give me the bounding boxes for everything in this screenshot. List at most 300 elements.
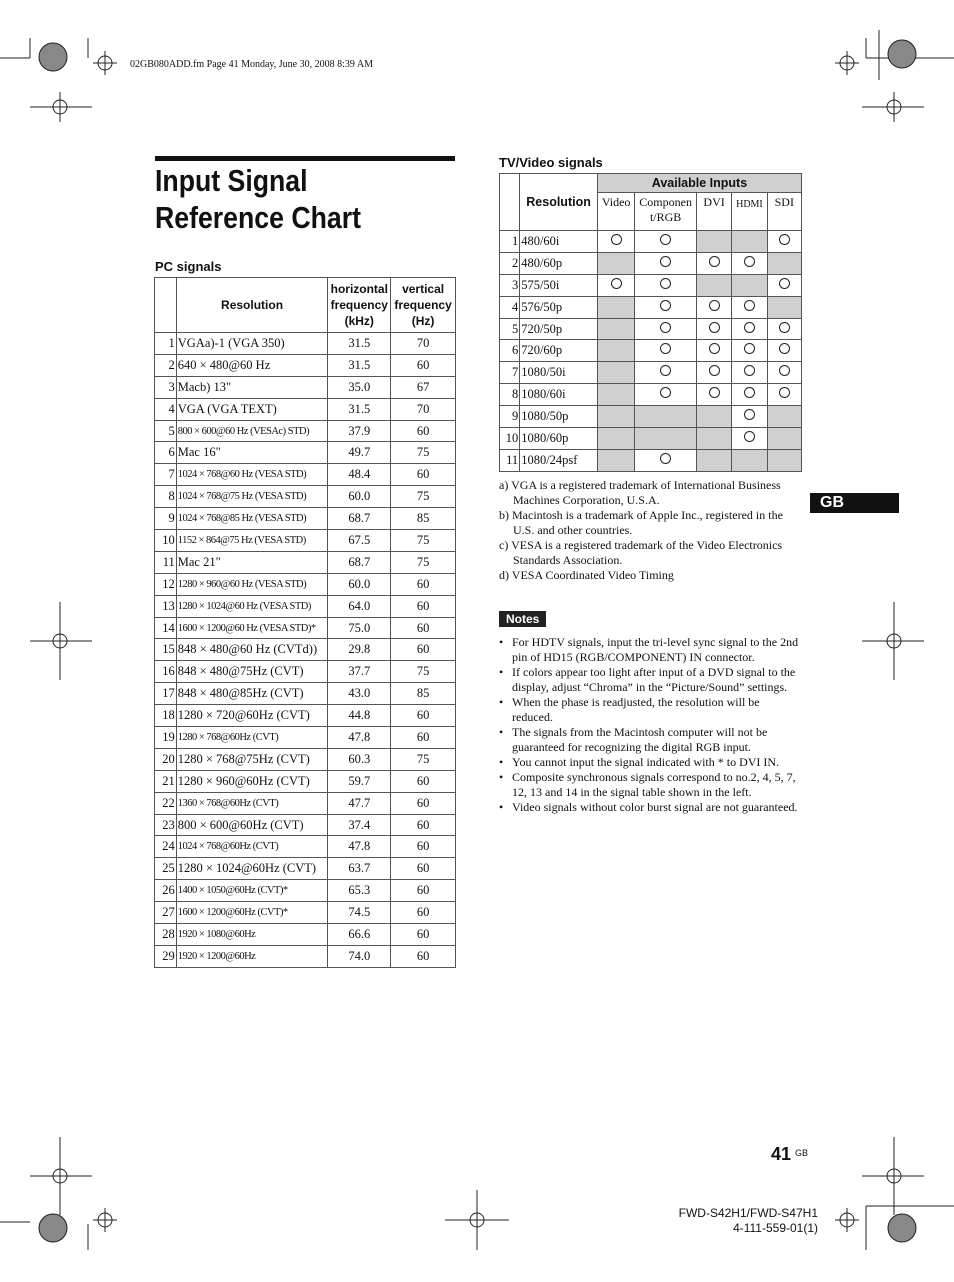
tv-row-resolution: 720/60p: [520, 340, 598, 362]
tv-row-resolution: 1080/60i: [520, 384, 598, 406]
pc-row-horizontal: 60.0: [328, 486, 391, 508]
pc-row-horizontal: 29.8: [328, 639, 391, 661]
pc-row-horizontal: 31.5: [328, 398, 391, 420]
pc-row-number: 8: [155, 486, 177, 508]
tv-col-hdmi: HDMI: [732, 193, 767, 231]
supported-circle-icon: [660, 453, 671, 464]
tv-table-row: [500, 362, 802, 384]
pc-table-row: [155, 420, 456, 442]
supported-circle-icon: [744, 343, 755, 354]
tv-row-input-cell: [732, 428, 767, 450]
pc-row-number: 12: [155, 573, 177, 595]
pc-row-horizontal: 47.8: [328, 836, 391, 858]
tv-row-input-cell: [635, 406, 697, 428]
pc-row-resolution: 1024 × 768@60Hz (CVT): [176, 836, 328, 858]
pc-row-resolution: 1024 × 768@60 Hz (VESA STD): [176, 464, 328, 486]
supported-circle-icon: [709, 256, 720, 267]
pc-row-vertical: 60: [391, 354, 456, 376]
language-tab: GB: [810, 493, 899, 513]
tv-row-input-cell: [696, 449, 731, 471]
pc-row-horizontal: 64.0: [328, 595, 391, 617]
notes-label: Notes: [499, 611, 546, 627]
supported-circle-icon: [660, 343, 671, 354]
supported-circle-icon: [660, 365, 671, 376]
pc-row-resolution: 1152 × 864@75 Hz (VESA STD): [176, 530, 328, 552]
tv-col-number: [500, 174, 520, 231]
pc-row-horizontal: 60.3: [328, 748, 391, 770]
pc-table-row: [155, 858, 456, 880]
supported-circle-icon: [744, 431, 755, 442]
tv-row-number: 8: [500, 384, 520, 406]
tv-row-input-cell: [635, 318, 697, 340]
pc-table-row: [155, 924, 456, 946]
tv-row-resolution: 1080/24psf: [520, 449, 598, 471]
tv-row-input-cell: [597, 252, 634, 274]
tv-row-resolution: 720/50p: [520, 318, 598, 340]
tv-available-inputs: Available Inputs: [597, 174, 801, 193]
pc-table-row: [155, 354, 456, 376]
model-name: FWD-S42H1/FWD-S47H1: [678, 1206, 818, 1220]
tv-row-input-cell: [635, 340, 697, 362]
pc-row-number: 6: [155, 442, 177, 464]
pc-row-horizontal: 66.6: [328, 924, 391, 946]
tv-signals-table: [499, 173, 802, 472]
pc-row-number: 3: [155, 376, 177, 398]
pc-table-row: [155, 748, 456, 770]
pc-row-resolution: 1280 × 1024@60Hz (CVT): [176, 858, 328, 880]
tv-row-input-cell: [767, 340, 801, 362]
note-item: • If colors appear too light after input of a DVD signal to the display, adjust “Chroma” in the “Picture/Sound” settings.: [512, 665, 799, 695]
supported-circle-icon: [660, 234, 671, 245]
tv-row-resolution: 480/60i: [520, 231, 598, 253]
tv-row-input-cell: [767, 449, 801, 471]
pc-row-number: 27: [155, 902, 177, 924]
pc-table-row: [155, 814, 456, 836]
pc-row-resolution: 1280 × 720@60Hz (CVT): [176, 705, 328, 727]
pc-row-number: 1: [155, 333, 177, 355]
tv-row-input-cell: [767, 318, 801, 340]
pc-row-horizontal: 68.7: [328, 508, 391, 530]
pc-table-row: [155, 617, 456, 639]
tv-row-input-cell: [597, 406, 634, 428]
tv-row-input-cell: [767, 296, 801, 318]
pc-row-resolution: 848 × 480@75Hz (CVT): [176, 661, 328, 683]
tv-row-resolution: 575/50i: [520, 274, 598, 296]
note-item: • You cannot input the signal indicated with * to DVI IN.: [512, 755, 799, 770]
tv-row-number: 6: [500, 340, 520, 362]
title-rule: [155, 156, 455, 161]
pc-row-horizontal: 59.7: [328, 770, 391, 792]
supported-circle-icon: [709, 300, 720, 311]
pc-row-vertical: 75: [391, 748, 456, 770]
supported-circle-icon: [709, 322, 720, 333]
supported-circle-icon: [779, 234, 790, 245]
pc-table-row: [155, 464, 456, 486]
pc-row-vertical: 60: [391, 880, 456, 902]
supported-circle-icon: [660, 300, 671, 311]
pc-row-horizontal: 49.7: [328, 442, 391, 464]
tv-row-resolution: 1080/60p: [520, 428, 598, 450]
tv-row-input-cell: [732, 449, 767, 471]
tv-table-row: [500, 384, 802, 406]
tv-col-video: Video: [597, 193, 634, 231]
pc-row-number: 9: [155, 508, 177, 530]
pc-row-horizontal: 68.7: [328, 551, 391, 573]
pc-row-number: 17: [155, 683, 177, 705]
pc-row-number: 21: [155, 770, 177, 792]
tv-table-row: [500, 231, 802, 253]
tv-row-input-cell: [635, 449, 697, 471]
pc-row-horizontal: 35.0: [328, 376, 391, 398]
page-title: Input Signal Reference Chart: [155, 163, 361, 235]
pc-row-horizontal: 37.4: [328, 814, 391, 836]
pc-row-number: 23: [155, 814, 177, 836]
tv-row-input-cell: [732, 318, 767, 340]
tv-row-input-cell: [597, 231, 634, 253]
pc-table-row: [155, 727, 456, 749]
pc-row-number: 29: [155, 945, 177, 967]
pc-row-resolution: 1280 × 768@75Hz (CVT): [176, 748, 328, 770]
supported-circle-icon: [660, 322, 671, 333]
pc-row-vertical: 60: [391, 464, 456, 486]
tv-row-input-cell: [732, 274, 767, 296]
pc-row-vertical: 85: [391, 683, 456, 705]
tv-row-input-cell: [732, 296, 767, 318]
tv-row-input-cell: [696, 274, 731, 296]
pc-row-number: 16: [155, 661, 177, 683]
pc-row-number: 15: [155, 639, 177, 661]
tv-table-row: [500, 296, 802, 318]
tv-row-resolution: 1080/50i: [520, 362, 598, 384]
pc-row-vertical: 60: [391, 727, 456, 749]
pc-row-horizontal: 43.0: [328, 683, 391, 705]
pc-row-vertical: 60: [391, 595, 456, 617]
pc-table-row: [155, 792, 456, 814]
pc-row-resolution: 800 × 600@60 Hz (VESAc) STD): [176, 420, 328, 442]
note-item: • Composite synchronous signals correspond to no.2, 4, 5, 7, 12, 13 and 14 in the signal table shown in the left.: [512, 770, 799, 800]
tv-row-input-cell: [696, 296, 731, 318]
tv-row-input-cell: [732, 384, 767, 406]
pc-row-resolution: Macb) 13": [176, 376, 328, 398]
pc-table-row: [155, 683, 456, 705]
pc-signals-table: [154, 277, 456, 968]
tv-row-input-cell: [635, 362, 697, 384]
pc-row-number: 2: [155, 354, 177, 376]
pc-row-horizontal: 37.9: [328, 420, 391, 442]
supported-circle-icon: [779, 387, 790, 398]
pc-row-vertical: 60: [391, 836, 456, 858]
tv-row-number: 4: [500, 296, 520, 318]
pc-row-horizontal: 47.8: [328, 727, 391, 749]
pc-row-number: 28: [155, 924, 177, 946]
tv-row-input-cell: [696, 340, 731, 362]
supported-circle-icon: [660, 256, 671, 267]
tv-table-body: [500, 231, 802, 472]
pc-row-resolution: 1280 × 960@60Hz (CVT): [176, 770, 328, 792]
tv-row-input-cell: [597, 318, 634, 340]
tv-row-input-cell: [597, 340, 634, 362]
supported-circle-icon: [779, 322, 790, 333]
tv-row-input-cell: [696, 231, 731, 253]
pc-row-number: 13: [155, 595, 177, 617]
page-suffix: GB: [795, 1148, 809, 1158]
pc-row-horizontal: 31.5: [328, 354, 391, 376]
pc-col-number: [155, 278, 177, 333]
pc-row-horizontal: 37.7: [328, 661, 391, 683]
pc-table-row: [155, 398, 456, 420]
supported-circle-icon: [744, 322, 755, 333]
pc-row-resolution: 640 × 480@60 Hz: [176, 354, 328, 376]
pc-row-number: 22: [155, 792, 177, 814]
pc-row-horizontal: 31.5: [328, 333, 391, 355]
tv-col-dvi: DVI: [696, 193, 731, 231]
pc-table-row: [155, 508, 456, 530]
tv-row-input-cell: [597, 274, 634, 296]
tv-row-resolution: 480/60p: [520, 252, 598, 274]
footnote-item: a) VGA is a registered trademark of International Business Machines Corporation, U.S.A.: [499, 478, 781, 507]
tv-row-number: 11: [500, 449, 520, 471]
pc-row-resolution: 1600 × 1200@60Hz (CVT)*: [176, 902, 328, 924]
tv-row-resolution: 1080/50p: [520, 406, 598, 428]
tv-col-sdi: SDI: [767, 193, 801, 231]
pc-table-row: [155, 530, 456, 552]
pc-row-horizontal: 75.0: [328, 617, 391, 639]
supported-circle-icon: [744, 365, 755, 376]
tv-row-input-cell: [767, 274, 801, 296]
pc-table-row: [155, 376, 456, 398]
pc-row-vertical: 75: [391, 661, 456, 683]
pc-table-row: [155, 836, 456, 858]
tv-col-component: Componen t/RGB: [635, 193, 697, 231]
pc-row-resolution: 1280 × 768@60Hz (CVT): [176, 727, 328, 749]
pc-row-horizontal: 48.4: [328, 464, 391, 486]
supported-circle-icon: [709, 387, 720, 398]
pc-row-resolution: 1024 × 768@85 Hz (VESA STD): [176, 508, 328, 530]
pc-row-vertical: 70: [391, 333, 456, 355]
pc-table-row: [155, 880, 456, 902]
page-number: 41: [771, 1144, 792, 1164]
pc-row-number: 18: [155, 705, 177, 727]
tv-row-resolution: 576/50p: [520, 296, 598, 318]
pc-row-resolution: 1280 × 960@60 Hz (VESA STD): [176, 573, 328, 595]
footnotes: [499, 478, 799, 583]
pc-row-resolution: Mac 21": [176, 551, 328, 573]
tv-row-input-cell: [635, 274, 697, 296]
pc-row-vertical: 60: [391, 858, 456, 880]
tv-row-input-cell: [767, 362, 801, 384]
supported-circle-icon: [709, 365, 720, 376]
pc-row-horizontal: 74.0: [328, 945, 391, 967]
supported-circle-icon: [611, 234, 622, 245]
note-item: • The signals from the Macintosh computer will not be guaranteed for recognizing the digital RGB input.: [512, 725, 799, 755]
tv-row-input-cell: [767, 252, 801, 274]
supported-circle-icon: [779, 278, 790, 289]
tv-row-input-cell: [732, 406, 767, 428]
pc-table-row: [155, 595, 456, 617]
pc-row-resolution: VGA (VGA TEXT): [176, 398, 328, 420]
tv-table-row: [500, 340, 802, 362]
file-header: 02GB080ADD.fm Page 41 Monday, June 30, 2008 8:39 AM: [130, 59, 373, 70]
pc-row-vertical: 60: [391, 617, 456, 639]
tv-row-input-cell: [732, 252, 767, 274]
pc-row-vertical: 60: [391, 420, 456, 442]
supported-circle-icon: [744, 409, 755, 420]
pc-row-vertical: 60: [391, 639, 456, 661]
pc-row-resolution: 1360 × 768@60Hz (CVT): [176, 792, 328, 814]
tv-row-number: 5: [500, 318, 520, 340]
pc-table-row: [155, 705, 456, 727]
pc-row-resolution: 1920 × 1200@60Hz: [176, 945, 328, 967]
supported-circle-icon: [779, 343, 790, 354]
tv-row-input-cell: [732, 340, 767, 362]
tv-row-input-cell: [597, 428, 634, 450]
pc-table-row: [155, 902, 456, 924]
pc-row-number: 19: [155, 727, 177, 749]
tv-row-input-cell: [767, 231, 801, 253]
pc-table-row: [155, 639, 456, 661]
tv-row-input-cell: [597, 384, 634, 406]
tv-row-input-cell: [767, 406, 801, 428]
pc-table-row: [155, 442, 456, 464]
pc-row-horizontal: 60.0: [328, 573, 391, 595]
pc-row-horizontal: 47.7: [328, 792, 391, 814]
pc-row-vertical: 60: [391, 924, 456, 946]
tv-row-number: 10: [500, 428, 520, 450]
pc-row-vertical: 75: [391, 551, 456, 573]
pc-row-resolution: 848 × 480@85Hz (CVT): [176, 683, 328, 705]
pc-row-vertical: 75: [391, 530, 456, 552]
supported-circle-icon: [744, 256, 755, 267]
pc-row-vertical: 60: [391, 814, 456, 836]
model-info: [660, 1206, 818, 1236]
pc-row-number: 5: [155, 420, 177, 442]
pc-row-horizontal: 63.7: [328, 858, 391, 880]
pc-row-vertical: 70: [391, 398, 456, 420]
pc-row-vertical: 60: [391, 945, 456, 967]
pc-row-number: 14: [155, 617, 177, 639]
note-item: • Video signals without color burst signal are not guaranteed.: [512, 800, 799, 815]
tv-section-heading: TV/Video signals: [499, 155, 603, 170]
pc-row-vertical: 75: [391, 442, 456, 464]
footnote-item: c) VESA is a registered trademark of the Video Electronics Standards Association.: [499, 538, 783, 567]
pc-row-resolution: 1024 × 768@75 Hz (VESA STD): [176, 486, 328, 508]
pc-row-resolution: 1600 × 1200@60 Hz (VESA STD)*: [176, 617, 328, 639]
tv-row-input-cell: [696, 406, 731, 428]
tv-col-resolution: Resolution: [520, 174, 598, 231]
pc-row-number: 26: [155, 880, 177, 902]
tv-row-input-cell: [597, 296, 634, 318]
pc-table-row: [155, 661, 456, 683]
tv-row-number: 1: [500, 231, 520, 253]
pc-row-resolution: 848 × 480@60 Hz (CVTd)): [176, 639, 328, 661]
tv-row-input-cell: [696, 252, 731, 274]
pc-col-horizontal: horizontal frequency (kHz): [328, 278, 391, 333]
supported-circle-icon: [660, 387, 671, 398]
pc-row-horizontal: 44.8: [328, 705, 391, 727]
pc-row-vertical: 60: [391, 770, 456, 792]
pc-row-vertical: 60: [391, 902, 456, 924]
tv-row-input-cell: [597, 449, 634, 471]
pc-row-vertical: 60: [391, 705, 456, 727]
tv-table-row: [500, 406, 802, 428]
tv-row-input-cell: [635, 252, 697, 274]
pc-row-vertical: 85: [391, 508, 456, 530]
pc-table-body: [155, 333, 456, 968]
tv-row-input-cell: [732, 362, 767, 384]
pc-row-resolution: 1280 × 1024@60 Hz (VESA STD): [176, 595, 328, 617]
tv-row-input-cell: [696, 318, 731, 340]
tv-row-number: 9: [500, 406, 520, 428]
supported-circle-icon: [744, 300, 755, 311]
pc-row-number: 10: [155, 530, 177, 552]
tv-row-input-cell: [696, 362, 731, 384]
tv-row-input-cell: [767, 428, 801, 450]
pc-row-number: 4: [155, 398, 177, 420]
tv-row-number: 3: [500, 274, 520, 296]
pc-row-number: 20: [155, 748, 177, 770]
supported-circle-icon: [660, 278, 671, 289]
pc-table-row: [155, 945, 456, 967]
tv-table-row: [500, 449, 802, 471]
pc-table-row: [155, 770, 456, 792]
pc-row-vertical: 67: [391, 376, 456, 398]
pc-row-resolution: VGAa)-1 (VGA 350): [176, 333, 328, 355]
pc-row-vertical: 60: [391, 573, 456, 595]
supported-circle-icon: [744, 387, 755, 398]
pc-row-vertical: 75: [391, 486, 456, 508]
tv-table-row: [500, 428, 802, 450]
supported-circle-icon: [779, 365, 790, 376]
pc-row-horizontal: 67.5: [328, 530, 391, 552]
tv-row-input-cell: [635, 384, 697, 406]
pc-table-row: [155, 333, 456, 355]
note-item: • For HDTV signals, input the tri-level sync signal to the 2nd pin of HD15 (RGB/COMPONENT) IN connector.: [512, 635, 799, 665]
footnote-item: b) Macintosh is a trademark of Apple Inc., registered in the U.S. and other countries.: [499, 508, 783, 537]
tv-row-input-cell: [635, 231, 697, 253]
pc-table-row: [155, 573, 456, 595]
supported-circle-icon: [611, 278, 622, 289]
pc-table-row: [155, 551, 456, 573]
tv-row-input-cell: [597, 362, 634, 384]
pc-row-horizontal: 65.3: [328, 880, 391, 902]
pc-col-resolution: Resolution: [176, 278, 328, 333]
note-item: • When the phase is readjusted, the resolution will be reduced.: [512, 695, 799, 725]
pc-row-number: 24: [155, 836, 177, 858]
tv-row-input-cell: [635, 428, 697, 450]
part-number: 4-111-559-01(1): [733, 1221, 818, 1235]
tv-row-number: 7: [500, 362, 520, 384]
tv-table-row: [500, 318, 802, 340]
pc-row-resolution: 1400 × 1050@60Hz (CVT)*: [176, 880, 328, 902]
tv-row-input-cell: [696, 384, 731, 406]
tv-row-number: 2: [500, 252, 520, 274]
supported-circle-icon: [709, 343, 720, 354]
tv-row-input-cell: [696, 428, 731, 450]
pc-row-resolution: Mac 16": [176, 442, 328, 464]
pc-row-number: 7: [155, 464, 177, 486]
footnote-item: d) VESA Coordinated Video Timing: [499, 568, 674, 582]
pc-row-vertical: 60: [391, 792, 456, 814]
pc-row-number: 25: [155, 858, 177, 880]
tv-row-input-cell: [732, 231, 767, 253]
pc-row-number: 11: [155, 551, 177, 573]
tv-table-row: [500, 252, 802, 274]
pc-table-row: [155, 486, 456, 508]
notes-list: [499, 635, 799, 815]
tv-row-input-cell: [767, 384, 801, 406]
pc-col-vertical: vertical frequency (Hz): [391, 278, 456, 333]
pc-row-resolution: 800 × 600@60Hz (CVT): [176, 814, 328, 836]
